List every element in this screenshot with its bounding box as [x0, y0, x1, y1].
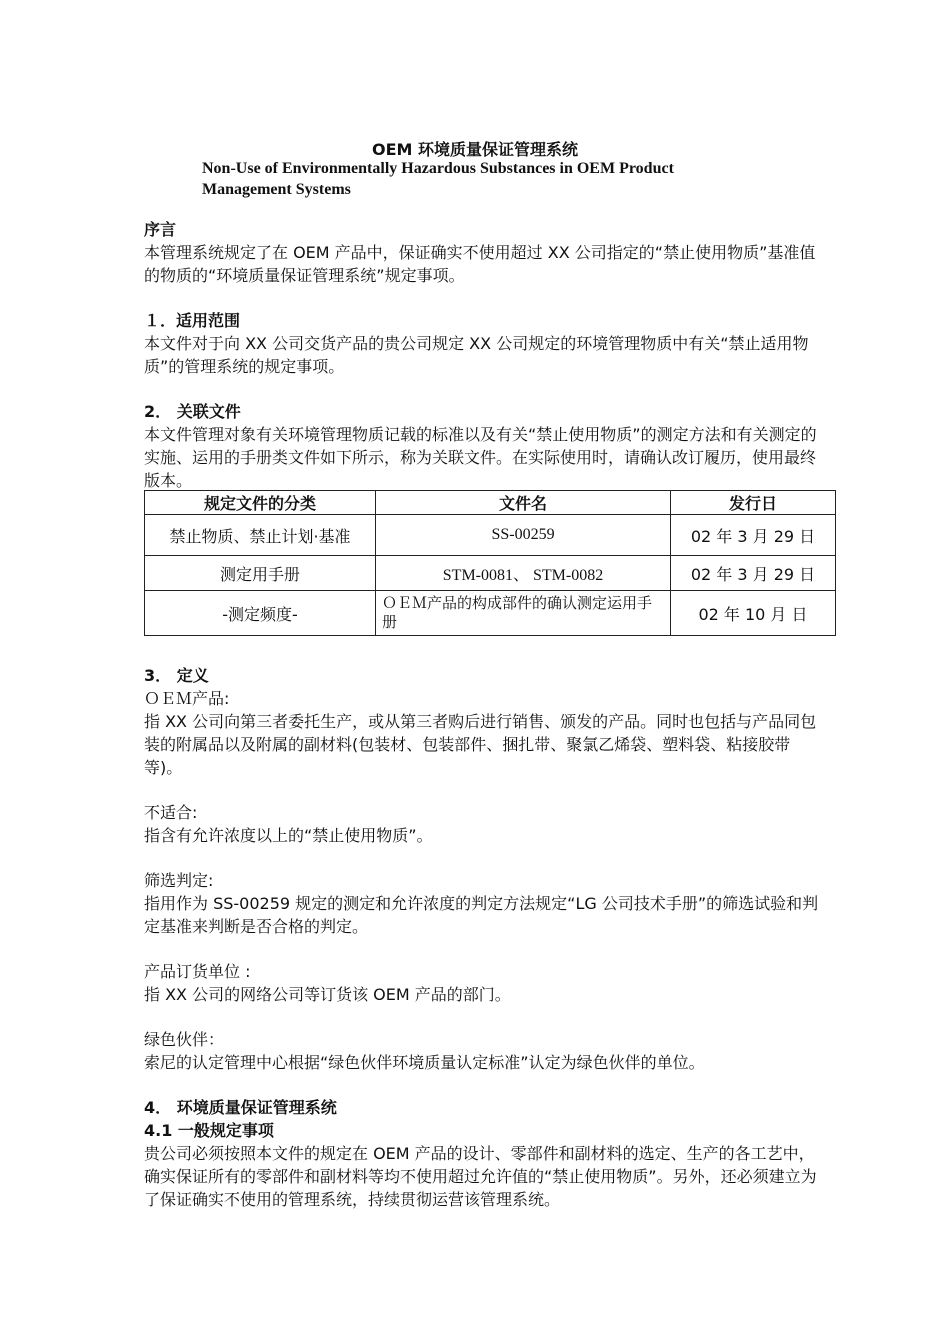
table-cell: STM-0081、 STM-0082	[376, 556, 671, 591]
term-definition: 索尼的认定管理中心根据“绿色伙伴环境质量认定标准”认定为绿色伙伴的单位。	[144, 1053, 705, 1072]
table-cell: ＯＥＭ产品的构成部件的确认测定运用手册	[376, 591, 671, 636]
term-label: 绿色伙伴：	[144, 1030, 225, 1049]
table-row	[145, 515, 836, 556]
table-row	[145, 591, 836, 636]
table-row	[145, 556, 836, 591]
section2-text: 本文件管理对象有关环境管理物质记载的标准以及有关“禁止使用物质”的测定方法和有关测定的实施、运用的手册类文件如下所示，称为关联文件。在实际使用时，请确认改订履历，使用最终版本。	[144, 425, 817, 490]
document-body-bottom	[144, 664, 824, 1211]
section4-heading: 4． 环境质量保证管理系统	[144, 1098, 337, 1117]
section1-heading: １．适用范围	[144, 311, 241, 330]
table-header-filename: 文件名	[376, 491, 671, 515]
term-definition: 指 XX 公司向第三者委托生产，或从第三者购后进行销售、颁发的产品。同时也包括与产品同包装的附属品以及附属的副材料(包装材、包装部件、捆扎带、聚氯乙烯袋、塑料袋、粘接胶带等)。	[144, 712, 817, 777]
section2-heading: 2． 关联文件	[144, 402, 241, 421]
related-documents-table	[144, 490, 836, 636]
term-label: 筛选判定:	[144, 871, 214, 890]
table-cell: 禁止物质、禁止计划·基准	[145, 515, 376, 556]
table-header-date: 发行日	[671, 491, 836, 515]
table-cell: 02 年 10 月 日	[671, 591, 836, 636]
term-label: 不适合:	[144, 803, 198, 822]
section1-text: 本文件对于向 XX 公司交货产品的贵公司规定 XX 公司规定的环境管理物质中有关“禁止适用物质”的管理系统的规定事项。	[144, 334, 809, 376]
table-header-row	[145, 491, 836, 515]
term-label: ＯＥＭ产品:	[144, 689, 230, 708]
document-title-cn: OEM 环境质量保证管理系统	[371, 140, 579, 159]
table-cell: 测定用手册	[145, 556, 376, 591]
term-definition: 指用作为 SS-00259 规定的测定和允许浓度的判定方法规定“LG 公司技术手册”的筛选试验和判定基准来判断是否合格的判定。	[144, 894, 819, 936]
table-header-category: 规定文件的分类	[145, 491, 376, 515]
preface-text: 本管理系统规定了在 OEM 产品中，保证确实不使用超过 XX 公司指定的“禁止使用物质”基准值的物质的“环境质量保证管理系统”规定事项。	[144, 243, 816, 285]
section4-subheading: 4.1 一般规定事项	[144, 1121, 274, 1140]
document-body-top	[144, 218, 824, 492]
preface-heading: 序言	[144, 220, 177, 239]
term-definition: 指含有允许浓度以上的“禁止使用物质”。	[144, 826, 433, 845]
document-title-en: Non-Use of Environmentally Hazardous Substances in OEM Product Management Systems	[202, 160, 674, 198]
term-label: 产品订货单位 :	[144, 962, 251, 981]
section4-text: 贵公司必须按照本文件的规定在 OEM 产品的设计、零部件和副材料的选定、生产的各工艺中，确实保证所有的零部件和副材料等均不使用超过允许值的“禁止使用物质”。另外，还必须建立为了保证确实不使用的管理系统，持续贯彻运营该管理系统。	[144, 1144, 817, 1209]
table-cell: SS-00259	[376, 515, 671, 556]
section3-heading: 3． 定义	[144, 666, 209, 685]
term-definition: 指 XX 公司的网络公司等订货该 OEM 产品的部门。	[144, 985, 511, 1004]
table-cell: 02 年 3 月 29 日	[671, 515, 836, 556]
table-cell: -测定频度-	[145, 591, 376, 636]
table-cell: 02 年 3 月 29 日	[671, 556, 836, 591]
